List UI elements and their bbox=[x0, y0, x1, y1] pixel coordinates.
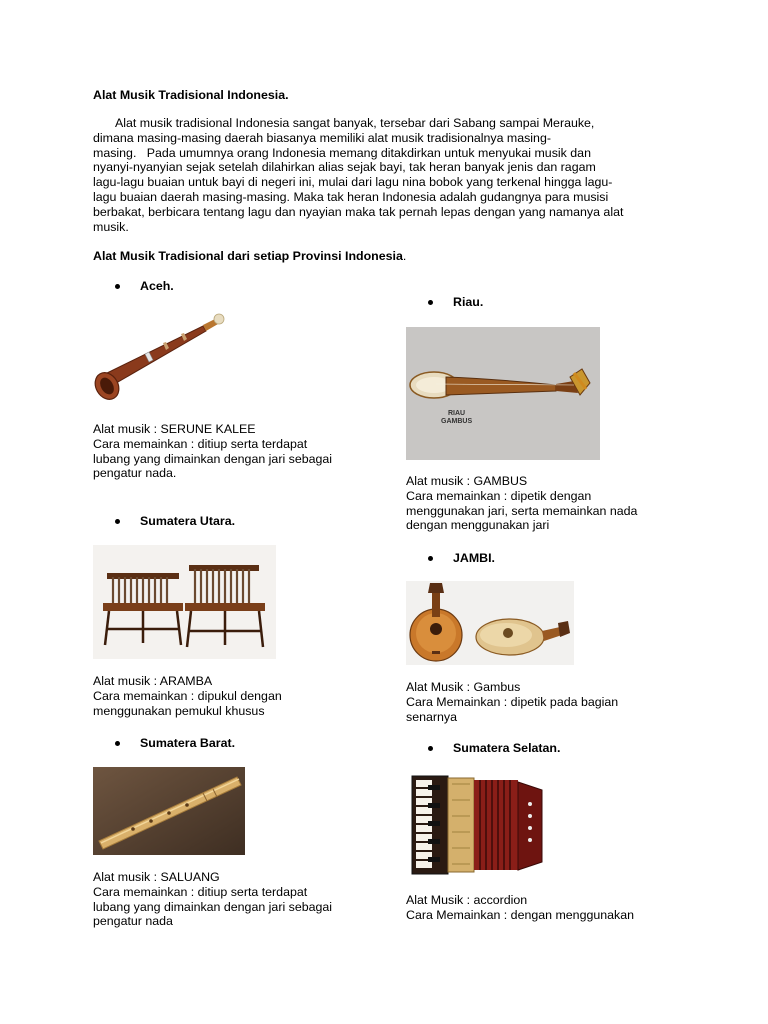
info-sumatera-selatan bbox=[406, 893, 676, 923]
intro-line: nyanyi-nyanyian sejak setelah dilahirkan alias sejak bayi, tak heran banyak jenis dan ragam bbox=[93, 160, 596, 175]
serune-kalee-image bbox=[93, 310, 229, 408]
intro-line: musik. bbox=[93, 219, 129, 234]
info-line: Cara memainkan : dipukul dengan bbox=[93, 688, 282, 703]
info-line: Alat Musik : Gambus bbox=[406, 680, 521, 694]
bullet-icon bbox=[115, 741, 120, 746]
info-line: Cara Memainkan : dengan menggunakan bbox=[406, 907, 634, 922]
info-riau bbox=[406, 474, 676, 533]
heading-label: Riau. bbox=[453, 295, 484, 309]
heading-label: Sumatera Barat. bbox=[140, 736, 236, 750]
info-sumatera-barat bbox=[93, 870, 363, 929]
section-subtitle bbox=[93, 249, 406, 264]
info-line: Alat musik : ARAMBA bbox=[93, 674, 213, 688]
info-line: menggunakan pemukul khusus bbox=[93, 703, 265, 718]
caption-line: GAMBUS bbox=[441, 418, 473, 425]
intro-line: berbakat, berbicara tentang lagu dan nyayian maka tak pernah lepas dengan yang namanya alat bbox=[93, 204, 624, 219]
info-line: senarnya bbox=[406, 709, 457, 724]
info-aceh bbox=[93, 422, 363, 481]
subtitle-bold: Alat Musik Tradisional dari setiap Provinsi Indonesia bbox=[93, 249, 403, 263]
caption-line: RIAU bbox=[448, 410, 466, 417]
subtitle-tail: . bbox=[402, 249, 407, 263]
bullet-icon bbox=[428, 746, 433, 751]
page-title: Alat Musik Tradisional Indonesia. bbox=[93, 88, 289, 102]
info-line: Alat musik : GAMBUS bbox=[406, 474, 528, 488]
gambus-riau-image bbox=[406, 327, 600, 460]
heading-sumatera-utara bbox=[93, 514, 235, 529]
info-sumatera-utara bbox=[93, 674, 363, 718]
intro-line: lagu buaian daerah masing-masing. Maka tak heran Indonesia adalah gudangnya para musisi bbox=[93, 189, 609, 204]
bullet-icon bbox=[115, 284, 120, 289]
aramba-image bbox=[93, 545, 276, 659]
info-line: pengatur nada. bbox=[93, 466, 177, 481]
info-line: menggunakan jari, serta memainkan nada bbox=[406, 503, 638, 518]
info-line: lubang yang dimainkan dengan jari sebagai bbox=[93, 899, 333, 914]
info-line: Cara memainkan : dipetik dengan bbox=[406, 488, 592, 503]
bullet-icon bbox=[428, 300, 433, 305]
heading-sumatera-barat bbox=[93, 736, 235, 751]
accordion-image bbox=[406, 770, 554, 880]
heading-riau bbox=[406, 295, 483, 310]
heading-aceh bbox=[93, 279, 174, 294]
intro-line: lagu-lagu buaian untuk bayi di negeri ini, mulai dari lagu nina bobok yang terkenal hingga lagu- bbox=[93, 175, 613, 190]
info-line: Alat musik : SALUANG bbox=[93, 870, 220, 884]
info-line: Alat musik : SERUNE KALEE bbox=[93, 422, 256, 436]
bullet-icon bbox=[115, 519, 120, 524]
intro-line: Alat musik tradisional Indonesia sangat banyak, tersebar dari Sabang sampai Merauke, bbox=[115, 116, 595, 130]
info-line: Cara memainkan : ditiup serta terdapat bbox=[93, 884, 308, 899]
info-line: Cara Memainkan : dipetik pada bagian bbox=[406, 694, 619, 709]
intro-line: dimana masing-masing daerah biasanya memiliki alat musik tradisionalnya masing- bbox=[93, 130, 551, 145]
heading-label: Aceh. bbox=[140, 279, 174, 293]
intro-line: masing. Pada umumnya orang Indonesia memang ditakdirkan untuk menyukai musik dan bbox=[93, 145, 591, 160]
heading-label: JAMBI. bbox=[453, 551, 495, 565]
info-line: lubang yang dimainkan dengan jari sebagai bbox=[93, 451, 333, 466]
intro-paragraph bbox=[93, 116, 683, 234]
info-jambi bbox=[406, 680, 676, 724]
heading-label: Sumatera Selatan. bbox=[453, 741, 561, 755]
heading-jambi bbox=[406, 551, 495, 566]
info-line: Alat Musik : accordion bbox=[406, 893, 528, 907]
bullet-icon bbox=[428, 556, 433, 561]
saluang-image bbox=[93, 767, 245, 855]
info-line: Cara memainkan : ditiup serta terdapat bbox=[93, 436, 308, 451]
info-line: dengan menggunakan jari bbox=[406, 518, 550, 533]
gambus-jambi-image bbox=[406, 581, 574, 665]
heading-label: Sumatera Utara. bbox=[140, 514, 236, 528]
heading-sumatera-selatan bbox=[406, 741, 560, 756]
info-line: pengatur nada bbox=[93, 914, 173, 929]
gambus-image-caption bbox=[441, 410, 472, 426]
